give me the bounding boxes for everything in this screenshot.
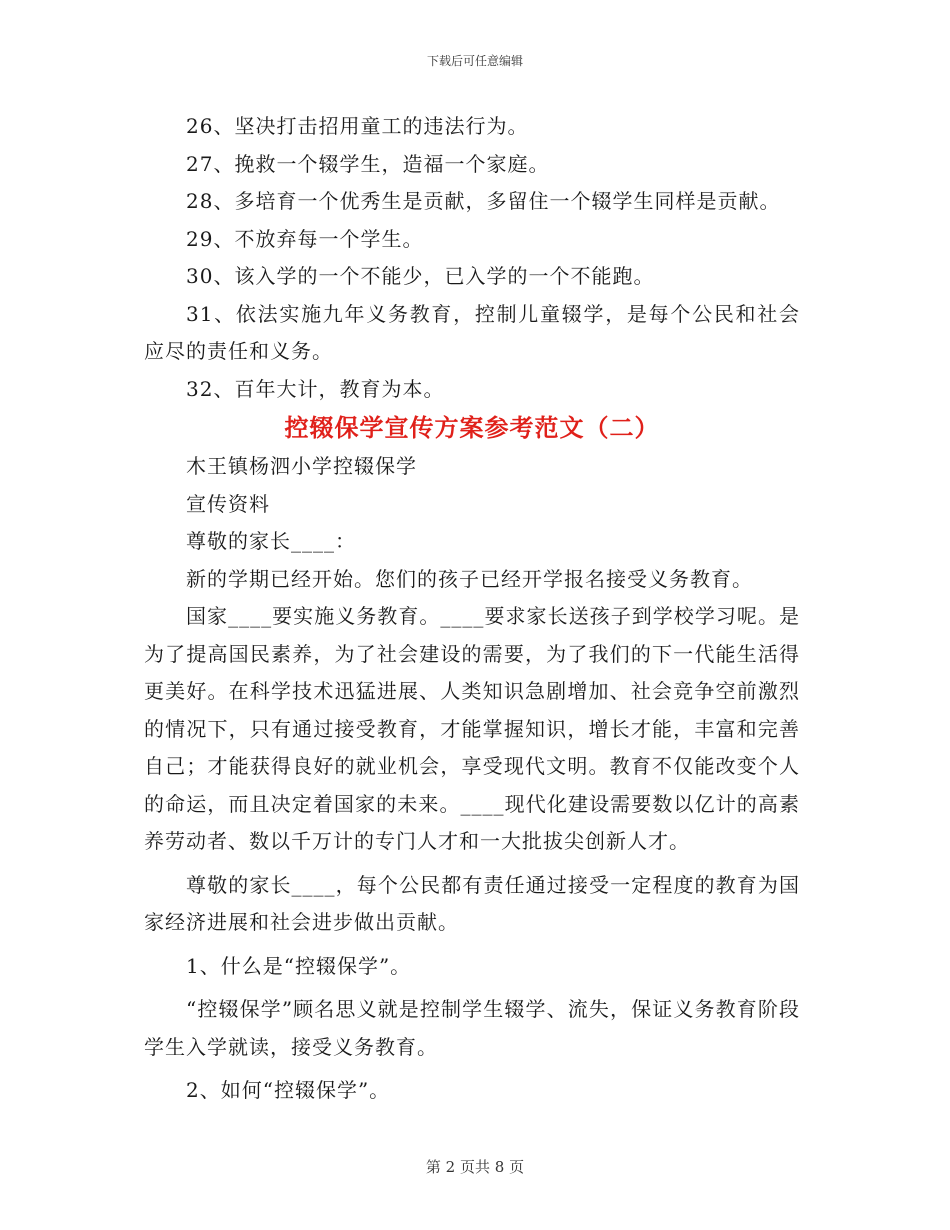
paragraph-2: 国家____要实施义务教育。____要求家长送孩子到学校学习呢。是为了提高国民素养，为了社会建设的需要，为了我们的下一代能生活得更美好。在科学技术迅猛进展、人类知识急剧增加、社会竞争空前激烈的情况下，只有通过接受教育，才能掌握知识，增长才能，丰富和完善自己；才能获得良好的就业机会，享受现代文明。教育不仅能改变个人的命运，而且决定着国家的未来。____现代化建设需要数以亿计的高素养劳动者、数以千万计的专门人才和一大批拔尖创新人才。: [144, 604, 800, 853]
question-1: 1、什么是“控辍保学”。: [186, 953, 412, 978]
salutation: 尊敬的家长____：: [186, 529, 356, 553]
list-item-32: 32、百年大计，教育为本。: [186, 376, 445, 401]
page-header: 下载后可任意编辑: [426, 54, 523, 68]
section-title: 控辍保学宣传方案参考范文（二）: [284, 413, 660, 442]
paragraph-3: 尊敬的家长____，每个公民都有责任通过接受一定程度的教育为国家经济进展和社会进步做出贡献。: [144, 872, 800, 934]
list-item-31: 31、依法实施九年义务教育，控制儿童辍学，是每个公民和社会应尽的责任和义务。: [144, 301, 800, 363]
list-item-28: 28、多培育一个优秀生是贡献，多留住一个辍学生同样是贡献。: [186, 189, 781, 213]
page-footer: 第 2 页共 8 页: [425, 1158, 525, 1176]
paragraph-1: 新的学期已经开始。您们的孩子已经开学报名接受义务教育。: [186, 566, 753, 591]
list-item-30: 30、该入学的一个不能少，已入学的一个不能跑。: [186, 264, 655, 288]
question-2: 2、如何“控辍保学”。: [186, 1078, 391, 1102]
list-item-27: 27、挽救一个辍学生，造福一个家庭。: [186, 151, 550, 176]
org-line: 木王镇杨泗小学控辍保学: [186, 454, 417, 478]
document-body: [144, 108, 800, 1110]
doc-type-line: 宣传资料: [186, 491, 270, 516]
list-item-29: 29、不放弃每一个学生。: [186, 226, 424, 251]
list-item-26: 26、坚决打击招用童工的违法行为。: [186, 114, 529, 138]
answer-1: “控辍保学”顾名思义就是控制学生辍学、流失，保证义务教育阶段学生入学就读，接受义务教育。: [144, 997, 800, 1059]
